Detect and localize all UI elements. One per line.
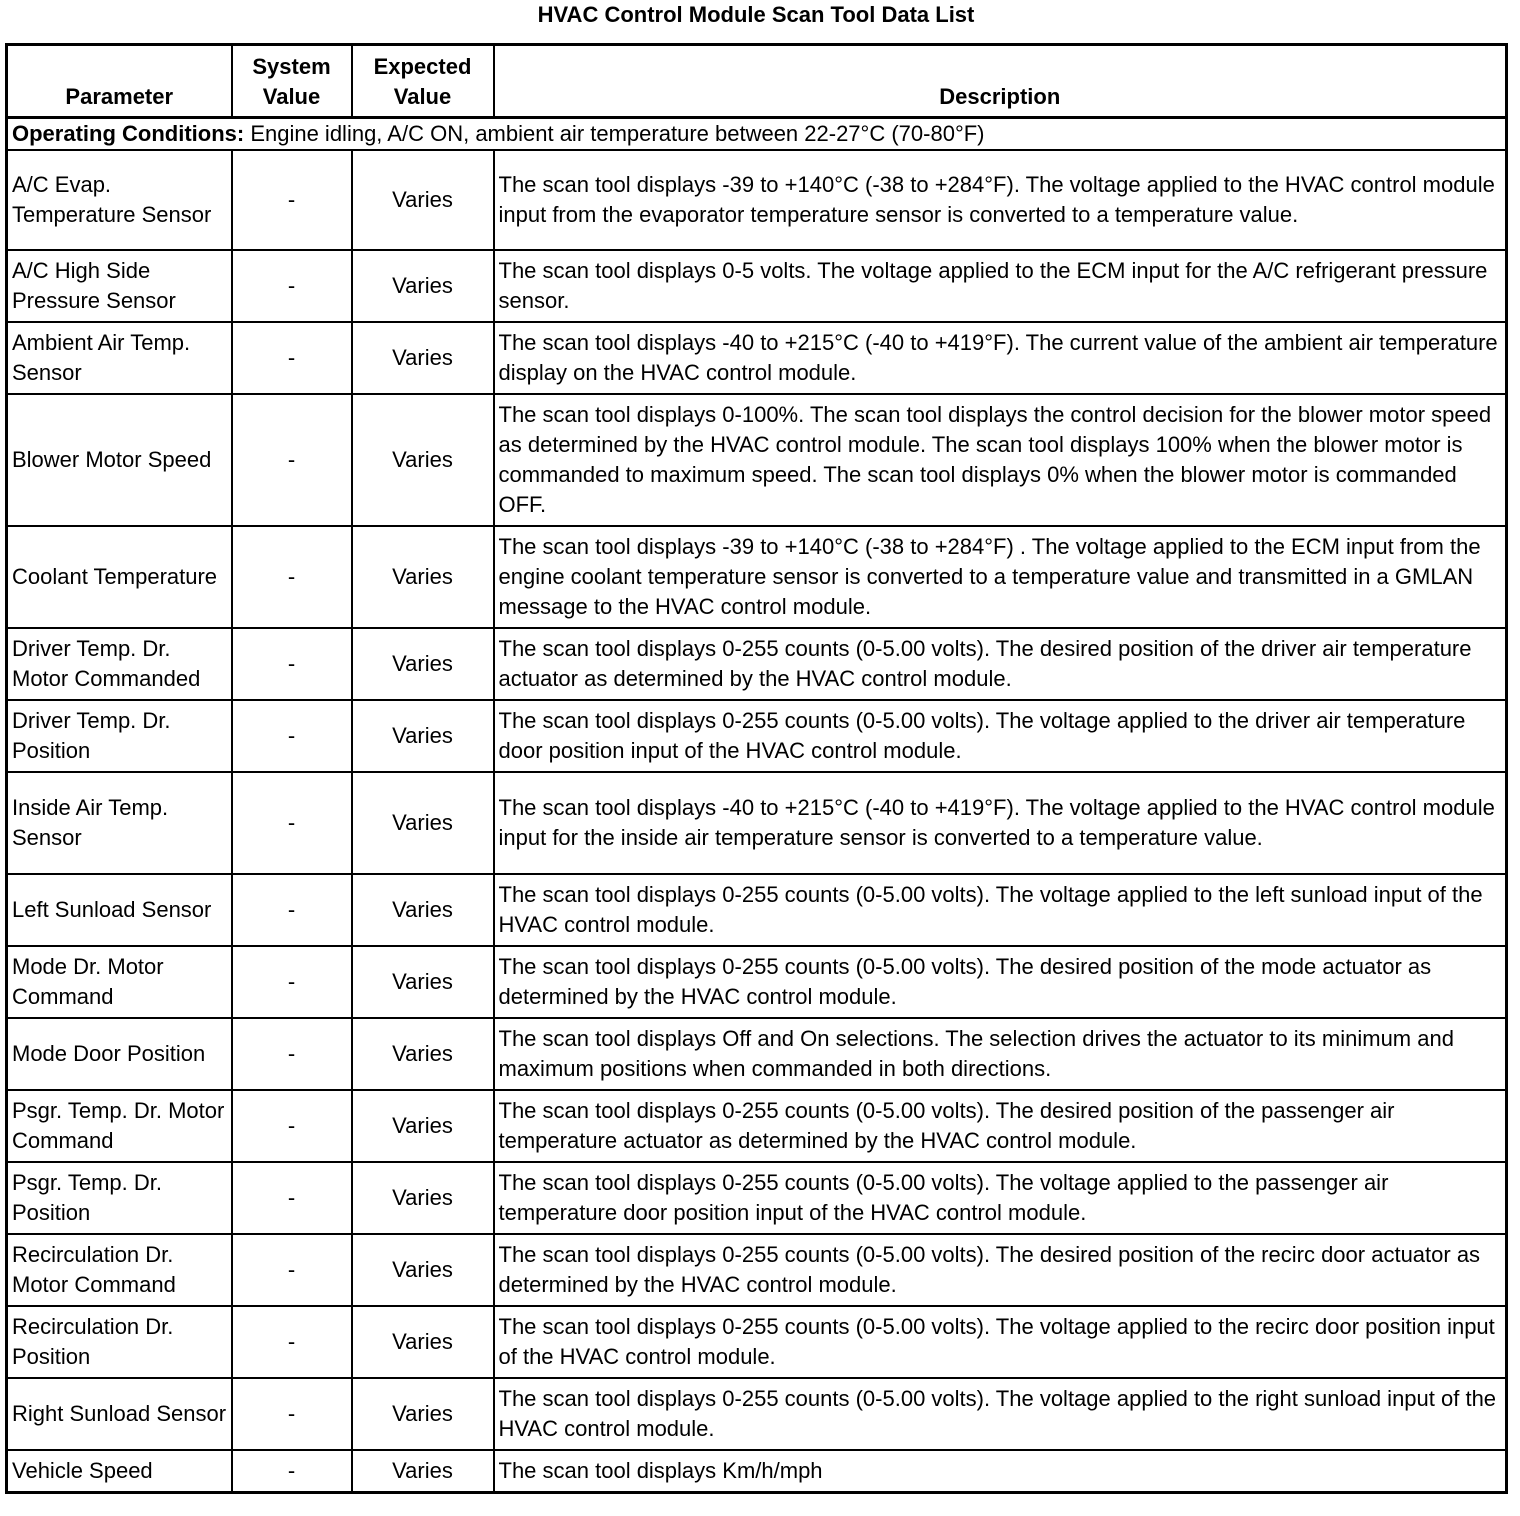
system-value-cell: -: [232, 250, 352, 322]
header-parameter: [7, 45, 232, 118]
system-value-cell: -: [232, 772, 352, 874]
expected-value-cell: Varies: [352, 394, 494, 526]
table-row: [7, 772, 1507, 874]
description-cell: The scan tool displays 0-255 counts (0-5.00 volts). The voltage applied to the left sunload input of the HVAC control module.: [494, 874, 1507, 946]
table-row: [7, 1162, 1507, 1234]
expected-value-cell: Varies: [352, 1018, 494, 1090]
expected-value-cell: Varies: [352, 1162, 494, 1234]
parameter-cell: Recirculation Dr. Position: [7, 1306, 232, 1378]
expected-value-cell: Varies: [352, 1306, 494, 1378]
parameter-cell: Mode Dr. Motor Command: [7, 946, 232, 1018]
description-cell: The scan tool displays 0-255 counts (0-5.00 volts). The desired position of the mode actuator as determined by the HVAC control module.: [494, 946, 1507, 1018]
parameter-cell: Vehicle Speed: [7, 1450, 232, 1492]
parameter-cell: Driver Temp. Dr. Motor Commanded: [7, 628, 232, 700]
parameter-cell: Coolant Temperature: [7, 526, 232, 628]
parameter-cell: Left Sunload Sensor: [7, 874, 232, 946]
description-cell: The scan tool displays Km/h/mph: [494, 1450, 1507, 1492]
system-value-cell: -: [232, 394, 352, 526]
header-description-label: Description: [939, 84, 1061, 109]
description-cell: The scan tool displays 0-255 counts (0-5.00 volts). The voltage applied to the passenger air temperature door position input of the HVAC control module.: [494, 1162, 1507, 1234]
table-row: [7, 526, 1507, 628]
description-cell: The scan tool displays 0-255 counts (0-5.00 volts). The desired position of the recirc door actuator as determined by the HVAC control module.: [494, 1234, 1507, 1306]
parameter-cell: Psgr. Temp. Dr. Motor Command: [7, 1090, 232, 1162]
expected-value-cell: Varies: [352, 150, 494, 250]
table-row: [7, 946, 1507, 1018]
parameter-cell: A/C Evap. Temperature Sensor: [7, 150, 232, 250]
operating-conditions-text: Engine idling, A/C ON, ambient air temperature between 22-27°C (70-80°F): [244, 121, 985, 146]
parameter-cell: Mode Door Position: [7, 1018, 232, 1090]
table-row: [7, 874, 1507, 946]
header-expected-value: [352, 45, 494, 118]
description-cell: The scan tool displays -39 to +140°C (-38 to +284°F). The voltage applied to the HVAC control module input from the evaporator temperature sensor is converted to a temperature value.: [494, 150, 1507, 250]
header-description: [494, 45, 1507, 118]
expected-value-cell: Varies: [352, 874, 494, 946]
description-cell: The scan tool displays 0-255 counts (0-5.00 volts). The voltage applied to the right sunload input of the HVAC control module.: [494, 1378, 1507, 1450]
expected-value-cell: Varies: [352, 1378, 494, 1450]
system-value-cell: -: [232, 874, 352, 946]
system-value-cell: -: [232, 526, 352, 628]
document-title: HVAC Control Module Scan Tool Data List: [537, 2, 975, 27]
expected-value-cell: Varies: [352, 772, 494, 874]
system-value-cell: -: [232, 1306, 352, 1378]
parameter-cell: Driver Temp. Dr. Position: [7, 700, 232, 772]
description-cell: The scan tool displays -40 to +215°C (-40 to +419°F). The current value of the ambient air temperature display on the HVAC control module.: [494, 322, 1507, 394]
table-row: [7, 394, 1507, 526]
expected-value-cell: Varies: [352, 322, 494, 394]
expected-value-cell: Varies: [352, 946, 494, 1018]
operating-conditions: [7, 118, 1507, 151]
operating-conditions-label: Operating Conditions:: [12, 121, 245, 146]
description-cell: The scan tool displays 0-100%. The scan tool displays the control decision for the blower motor speed as determined by the HVAC control module. The scan tool displays 100% when the blower motor is commanded to maximum speed. The scan tool displays 0% when the blower motor is commanded OFF.: [494, 394, 1507, 526]
system-value-cell: -: [232, 1234, 352, 1306]
table-row: [7, 628, 1507, 700]
expected-value-cell: Varies: [352, 628, 494, 700]
table-row: [7, 1450, 1507, 1492]
description-cell: The scan tool displays -39 to +140°C (-38 to +284°F) . The voltage applied to the ECM input from the engine coolant temperature sensor is converted to a temperature value and transmitted in a GMLAN message to the HVAC control module.: [494, 526, 1507, 628]
parameter-cell: Right Sunload Sensor: [7, 1378, 232, 1450]
expected-value-cell: Varies: [352, 1234, 494, 1306]
header-parameter-label: Parameter: [65, 84, 174, 109]
table-row: [7, 1306, 1507, 1378]
expected-value-cell: Varies: [352, 1090, 494, 1162]
system-value-cell: -: [232, 150, 352, 250]
parameter-cell: A/C High Side Pressure Sensor: [7, 250, 232, 322]
scan-tool-data-table: [5, 43, 1508, 1494]
description-cell: The scan tool displays 0-255 counts (0-5.00 volts). The voltage applied to the driver air temperature door position input of the HVAC control module.: [494, 700, 1507, 772]
header-expected-value-line1: Expected: [373, 54, 472, 79]
system-value-cell: -: [232, 1450, 352, 1492]
table-row: [7, 150, 1507, 250]
parameter-cell: Recirculation Dr. Motor Command: [7, 1234, 232, 1306]
expected-value-cell: Varies: [352, 526, 494, 628]
parameter-cell: Blower Motor Speed: [7, 394, 232, 526]
table-row: [7, 1018, 1507, 1090]
table-row: [7, 1234, 1507, 1306]
header-system-value-line1: System: [252, 54, 331, 79]
system-value-cell: -: [232, 628, 352, 700]
system-value-cell: -: [232, 700, 352, 772]
table-row: [7, 700, 1507, 772]
table-row: [7, 1378, 1507, 1450]
expected-value-cell: Varies: [352, 250, 494, 322]
system-value-cell: -: [232, 1018, 352, 1090]
header-system-value-line2: Value: [262, 84, 321, 109]
expected-value-cell: Varies: [352, 700, 494, 772]
header-system-value: [232, 45, 352, 118]
description-cell: The scan tool displays Off and On selections. The selection drives the actuator to its minimum and maximum positions when commanded in both directions.: [494, 1018, 1507, 1090]
table-row: [7, 250, 1507, 322]
description-cell: The scan tool displays -40 to +215°C (-40 to +419°F). The voltage applied to the HVAC control module input for the inside air temperature sensor is converted to a temperature value.: [494, 772, 1507, 874]
system-value-cell: -: [232, 322, 352, 394]
system-value-cell: -: [232, 1378, 352, 1450]
parameter-cell: Ambient Air Temp. Sensor: [7, 322, 232, 394]
description-cell: The scan tool displays 0-5 volts. The voltage applied to the ECM input for the A/C refrigerant pressure sensor.: [494, 250, 1507, 322]
parameter-cell: Psgr. Temp. Dr. Position: [7, 1162, 232, 1234]
parameter-cell: Inside Air Temp. Sensor: [7, 772, 232, 874]
header-expected-value-line2: Value: [393, 84, 452, 109]
header-row: [7, 45, 1507, 118]
system-value-cell: -: [232, 1090, 352, 1162]
system-value-cell: -: [232, 946, 352, 1018]
description-cell: The scan tool displays 0-255 counts (0-5.00 volts). The voltage applied to the recirc door position input of the HVAC control module.: [494, 1306, 1507, 1378]
system-value-cell: -: [232, 1162, 352, 1234]
expected-value-cell: Varies: [352, 1450, 494, 1492]
description-cell: The scan tool displays 0-255 counts (0-5.00 volts). The desired position of the driver air temperature actuator as determined by the HVAC control module.: [494, 628, 1507, 700]
description-cell: The scan tool displays 0-255 counts (0-5.00 volts). The desired position of the passenger air temperature actuator as determined by the HVAC control module.: [494, 1090, 1507, 1162]
operating-conditions-row: [7, 118, 1507, 151]
table-row: [7, 1090, 1507, 1162]
table-row: [7, 322, 1507, 394]
